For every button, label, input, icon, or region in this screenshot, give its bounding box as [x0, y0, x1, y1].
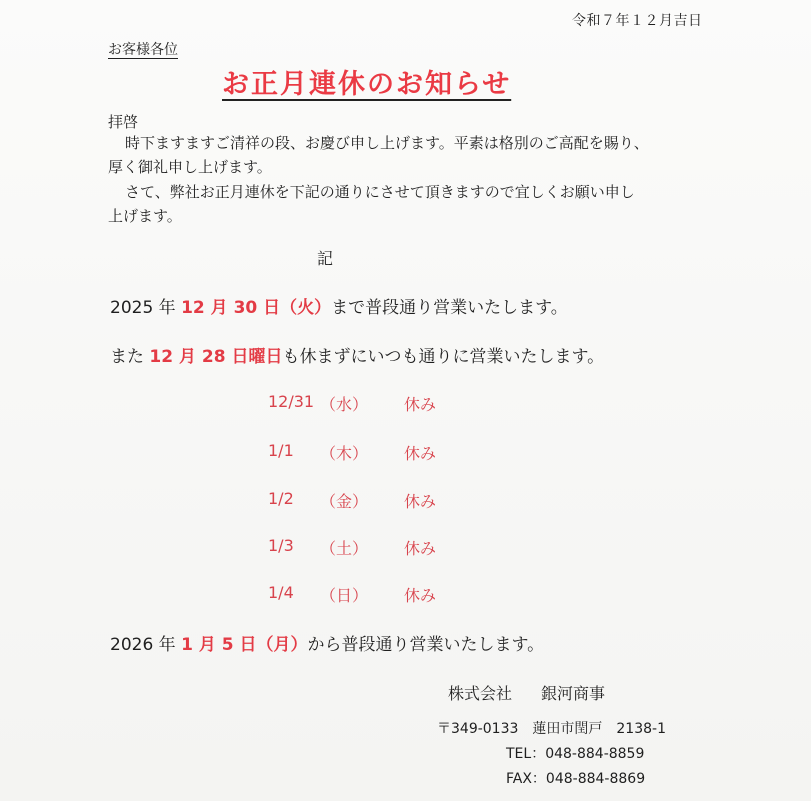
holiday-weekday: （金）: [320, 492, 369, 511]
reopen-suffix: から普段通り営業いたします。: [307, 635, 545, 655]
holiday-weekday: （水）: [320, 395, 369, 414]
sunday-open-date: 12 月 28 日曜日: [149, 347, 283, 367]
greeting: 拝啓: [108, 113, 139, 131]
company-name: 銀河商事: [541, 684, 606, 703]
business-until-date: 12 月 30 日（火）: [181, 298, 332, 318]
issue-date: 令和７年１２月吉日: [572, 13, 703, 29]
sunday-open-line: [110, 342, 604, 367]
holiday-weekday: （日）: [320, 586, 369, 605]
addressee: お客様各位: [108, 42, 178, 58]
company-tel: TEL：048-884-8859: [506, 746, 645, 762]
company-type: 株式会社: [448, 684, 513, 703]
holiday-status: 休み: [404, 586, 437, 605]
paragraph-1-line-2: 厚く御礼申し上げます。: [108, 158, 272, 176]
paragraph-2-line-2: 上げます。: [108, 207, 182, 225]
business-until-suffix: まで普段通り営業いたします。: [331, 298, 568, 318]
holiday-date: 1/4: [268, 583, 294, 602]
company-fax: FAX：048-884-8869: [506, 771, 646, 787]
business-until-prefix: 2025 年: [110, 298, 182, 318]
holiday-weekday: （木）: [320, 444, 369, 463]
holiday-date: 1/3: [268, 536, 294, 555]
paragraph-2-line-1: さて、弊社お正月連休を下記の通りにさせて頂きますので宜しくお願い申し: [125, 183, 635, 201]
holiday-status: 休み: [404, 492, 437, 511]
holiday-status: 休み: [404, 395, 437, 414]
holiday-status: 休み: [404, 539, 437, 558]
holiday-date: 1/2: [268, 489, 294, 508]
reopen-line: [110, 630, 544, 655]
company-address: 〒349-0133 蓮田市閏戸 2138-1: [437, 721, 666, 737]
business-until-line: [110, 293, 568, 318]
reopen-prefix: 2026 年: [110, 635, 182, 655]
reopen-date: 1 月 5 日（月）: [181, 635, 308, 655]
holiday-weekday: （土）: [320, 539, 369, 558]
sunday-open-suffix: も休まずにいつも通りに営業いたします。: [282, 347, 605, 367]
sunday-open-prefix: また: [110, 347, 150, 367]
ki-heading: 記: [317, 249, 334, 268]
holiday-date: 1/1: [268, 441, 294, 460]
holiday-status: 休み: [404, 444, 437, 463]
page-title: お正月連休のお知らせ: [222, 69, 512, 100]
paragraph-1-line-1: 時下ますますご清祥の段、お慶び申し上げます。平素は格別のご高配を賜り、: [125, 134, 649, 152]
holiday-date: 12/31: [268, 392, 315, 411]
